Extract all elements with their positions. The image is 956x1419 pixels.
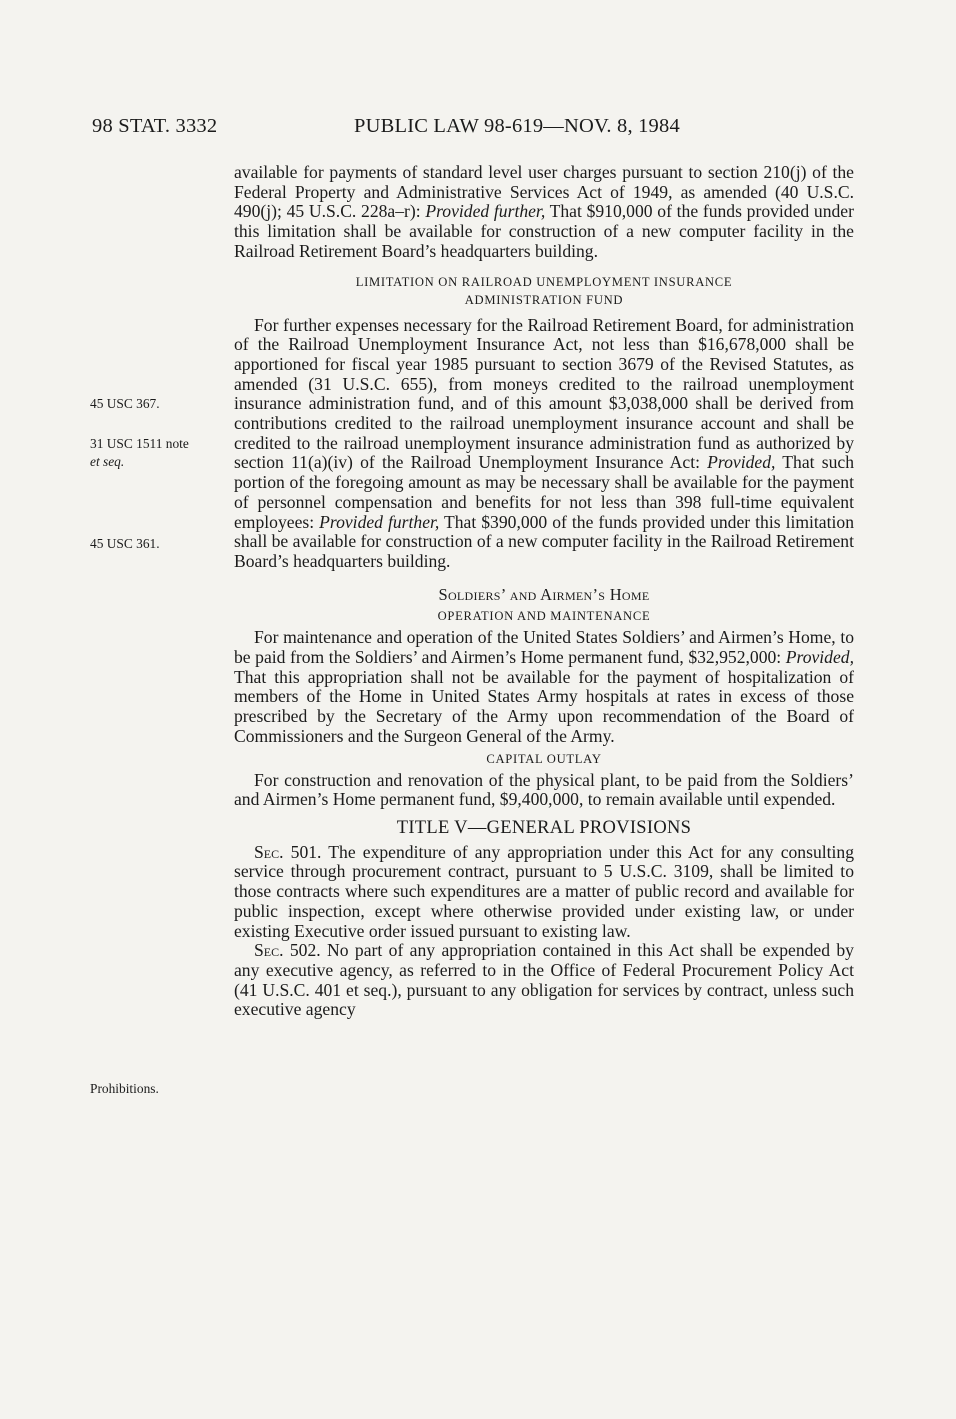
italic-proviso: Provided,: [785, 647, 854, 668]
margin-note-prohibitions: Prohibitions.: [90, 1081, 159, 1096]
italic-proviso: Provided,: [707, 452, 776, 473]
paragraph-railroad-unemployment: [234, 316, 854, 572]
paragraph-capital-outlay: For construction and renovation of the physical plant, to be paid from the Soldiers’ and Airmen’s Home permanent fund, $9,400,000, to remain available until expended.: [234, 769, 854, 810]
paragraph-operation-maintenance: [234, 628, 854, 746]
text-run: available for payments of standard level user charges pursuant to section 210(j) of the Federal Property and Administrative Services Act of 1949, as amended (40 U.S.C. 490(j); 45 U.S.C. 228a–r):: [234, 162, 854, 222]
section-502: [234, 941, 854, 1020]
section-label: Sec. 501.: [254, 841, 322, 862]
heading-capital-outlay: CAPITAL OUTLAY: [486, 751, 602, 766]
text-run: The expenditure of any appropriation under this Act for any consulting service through procurement contract, pursuant to 5 U.S.C. 3109, shall be limited to those contracts where such expenditures are a matter of public record and available for public inspection, except where otherwise provided under existing law, or under existing Executive order issued pursuant to existing law.: [234, 841, 854, 941]
text-run: That $390,000 of the funds provided under this limitation shall be available for construction of a new computer facility in the Railroad Retirement Board’s headquarters building.: [234, 511, 854, 571]
public-law-title: PUBLIC LAW 98-619—NOV. 8, 1984: [354, 115, 680, 137]
heading-railroad-unemployment: [234, 273, 854, 309]
heading-operation-maintenance: OPERATION AND MAINTENANCE: [437, 609, 651, 624]
margin-note-line: [90, 453, 225, 471]
margin-note-31-usc-1511: [90, 435, 225, 471]
margin-note-line: 31 USC 1511 note: [90, 436, 189, 451]
italic-proviso: Provided further,: [319, 511, 440, 532]
section-501: [234, 843, 854, 942]
title-heading: TITLE V—GENERAL PROVISIONS: [396, 817, 692, 838]
document-body: [234, 163, 854, 1020]
margin-note-45-usc-367: 45 USC 367.: [90, 396, 160, 411]
paragraph-continued: [234, 163, 854, 262]
text-run: For maintenance and operation of the United States Soldiers’ and Airmen’s Home, to be paid from the Soldiers’ and Airmen’s Home permanent fund, $32,952,000:: [234, 627, 854, 668]
statute-citation: 98 STAT. 3332: [92, 115, 218, 137]
margin-note-italic: et seq.: [90, 454, 125, 469]
margin-note-45-usc-361: 45 USC 361.: [90, 536, 160, 551]
text-run: That $910,000 of the funds provided under this limitation shall be available for construction of a new computer facility in the Railroad Retirement Board’s headquarters building.: [234, 201, 854, 261]
text-run: That this appropriation shall not be available for the payment of hospitalization of members of the Home in United States Army hospitals at rates in excess of those prescribed by the Secretary of the Army upon recommendation of the Board of Commissioners and the Surgeon General of the Army.: [234, 666, 854, 746]
section-label: Sec. 502.: [254, 940, 321, 961]
text-run: That such portion of the foregoing amount as may be necessary shall be available for the payment of personnel compensation and benefits for not less than 398 full-time equivalent employees:: [234, 452, 854, 532]
agency-heading: Soldiers’ and Airmen’s Home: [438, 584, 650, 604]
text-run: For further expenses necessary for the Railroad Retirement Board, for administration of the Railroad Unemployment Insurance Act, not less than $16,678,000 shall be apportioned for fiscal year 1985 pursuant to section 3679 of the Revised Statutes, as amended (31 U.S.C. 655), from moneys credited to the railroad unemployment insurance administration fund, and of this amount $3,038,000 shall be derived from contributions credited to the railroad unemployment insurance account and shall be credited to the railroad unemployment insurance administration fund as authorized by section 11(a)(iv) of the Railroad Unemployment Insurance Act:: [234, 314, 854, 473]
text-run: No part of any appropriation contained in this Act shall be expended by any executive agency, as referred to in the Office of Federal Procurement Policy Act (41 U.S.C. 401 et seq.), pursuant to any obligation for services by contract, unless such executive agency: [234, 940, 854, 1020]
heading-line: LIMITATION ON RAILROAD UNEMPLOYMENT INSURANCE: [355, 274, 733, 289]
italic-proviso: Provided further,: [425, 201, 546, 222]
page-header: [92, 115, 856, 145]
heading-line: ADMINISTRATION FUND: [464, 292, 624, 307]
